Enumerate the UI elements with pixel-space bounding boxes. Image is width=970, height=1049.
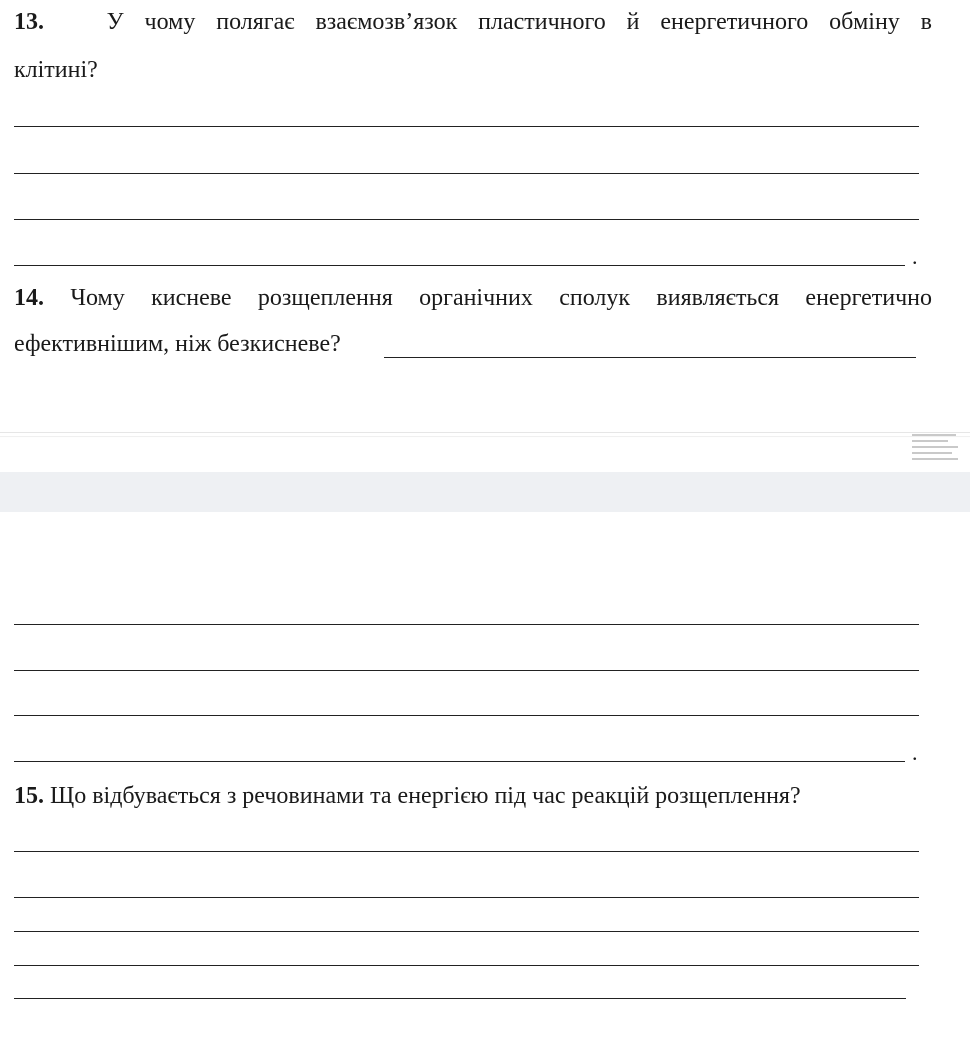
- answer-end-dot-14: .: [912, 740, 918, 765]
- answer-line-13-4[interactable]: [14, 265, 905, 266]
- answer-line-14-inline[interactable]: [384, 357, 916, 358]
- page-thumbnail-icon[interactable]: [912, 432, 958, 462]
- page-break-shadow: [0, 438, 970, 472]
- document-page-lower: [0, 512, 970, 1049]
- answer-line-15-1[interactable]: [14, 851, 919, 852]
- answer-end-dot-13: .: [912, 244, 918, 269]
- question-13-line-1: [14, 0, 932, 44]
- question-14-line-2: ефективнішим, ніж безкисневе?: [14, 331, 341, 357]
- question-13-text: У чому полягає взаємозв’язок пластичного й енергетичного обміну в: [106, 9, 933, 35]
- question-13-line-2: клітині?: [14, 57, 98, 83]
- answer-line-13-3[interactable]: [14, 219, 919, 220]
- answer-line-14-1[interactable]: [14, 624, 919, 625]
- answer-line-14-2[interactable]: [14, 670, 919, 671]
- question-14-line-1: [14, 276, 932, 320]
- question-13-number: 13.: [14, 9, 44, 35]
- answer-line-15-4[interactable]: [14, 965, 919, 966]
- page-gap: [0, 472, 970, 513]
- answer-line-15-2[interactable]: [14, 897, 919, 898]
- question-14-number: 14.: [14, 285, 44, 311]
- page-break-line-2: [0, 436, 970, 437]
- answer-line-15-5[interactable]: [14, 998, 906, 999]
- question-14-text: Чому кисневе розщеплення органічних сполук виявляється енергетично: [70, 285, 933, 311]
- page-break-line: [0, 432, 970, 433]
- question-15-line-1: [14, 774, 932, 818]
- answer-line-14-3[interactable]: [14, 715, 919, 716]
- answer-line-13-1[interactable]: [14, 126, 919, 127]
- question-15-number: 15.: [14, 783, 44, 809]
- answer-line-14-4[interactable]: [14, 761, 905, 762]
- answer-line-13-2[interactable]: [14, 173, 919, 174]
- question-15-text: Що відбувається з речовинами та енергією під час реакцій розщеплення?: [50, 783, 801, 809]
- document-page-upper: [0, 0, 970, 436]
- answer-line-15-3[interactable]: [14, 931, 919, 932]
